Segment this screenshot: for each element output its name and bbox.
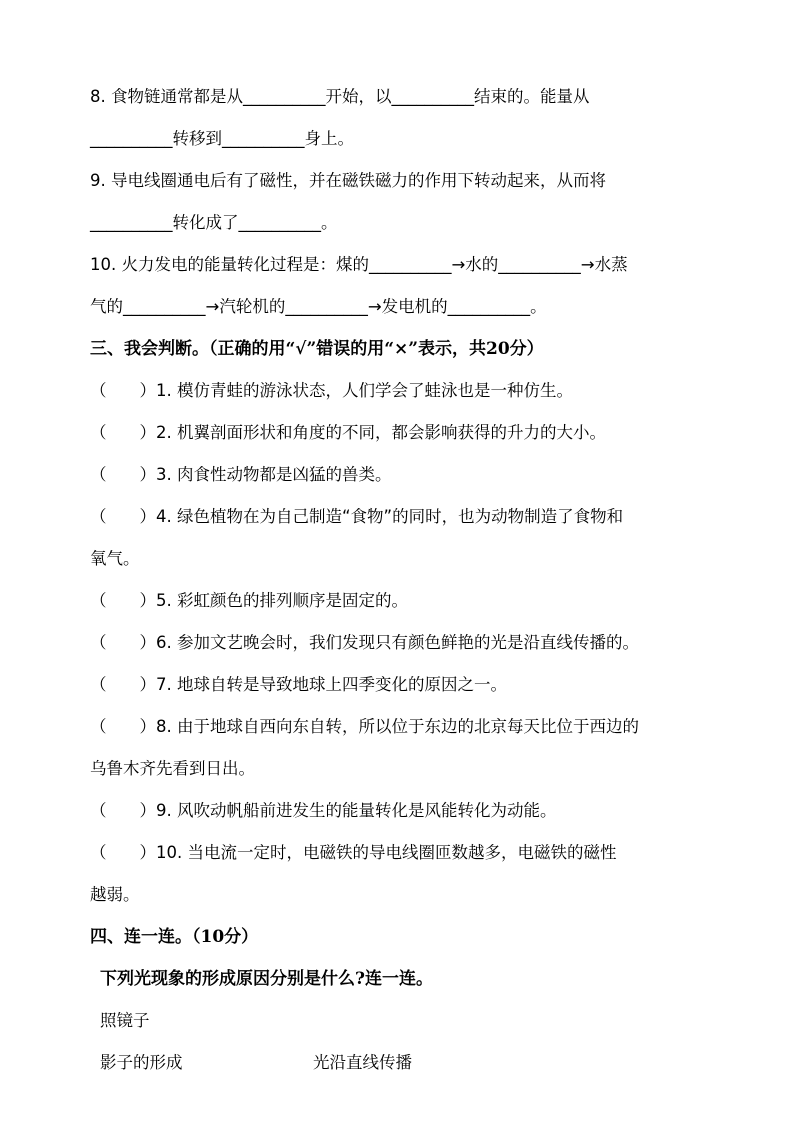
question-8-line-1: 8. 食物链通常都是从__________开始，以__________结束的。能量从: [90, 87, 590, 106]
judge-item-9: （ ）9. 风吹动帆船前进发生的能量转化是风能转化为动能。: [90, 801, 557, 820]
question-8-line-2: __________转移到__________身上。: [90, 129, 354, 148]
connect-left-item-2: 影子的形成: [100, 1053, 183, 1072]
judge-section-heading: 三、我会判断。（正确的用“√”错误的用“×”表示，共20分）: [90, 339, 544, 359]
connect-right-item-1: 光沿直线传播: [313, 1053, 412, 1072]
connect-left-item-1: 照镜子: [100, 1011, 150, 1030]
judge-item-8: （ ）8. 由于地球自西向东自转，所以位于东边的北京每天比位于西边的: [90, 717, 639, 736]
judge-item-10-continued: 越弱。: [90, 885, 140, 904]
question-10-line-2: 气的__________→汽轮机的__________→发电机的__________。: [90, 297, 547, 316]
connect-section-subheading: 下列光现象的形成原因分别是什么?连一连。: [100, 969, 433, 989]
judge-item-8-continued: 乌鲁木齐先看到日出。: [90, 759, 255, 778]
question-10-line-1: 10. 火力发电的能量转化过程是：煤的__________→水的__________→水蒸: [90, 255, 628, 274]
judge-item-5: （ ）5. 彩虹颜色的排列顺序是固定的。: [90, 591, 408, 610]
judge-item-7: （ ）7. 地球自转是导致地球上四季变化的原因之一。: [90, 675, 507, 694]
judge-item-3: （ ）3. 肉食性动物都是凶猛的兽类。: [90, 465, 392, 484]
judge-item-4: （ ）4. 绿色植物在为自己制造“食物”的同时，也为动物制造了食物和: [90, 507, 624, 526]
connect-section-heading: 四、连一连。（10分）: [90, 927, 259, 947]
judge-item-4-continued: 氧气。: [90, 549, 140, 568]
judge-item-2: （ ）2. 机翼剖面形状和角度的不同，都会影响获得的升力的大小。: [90, 423, 606, 442]
question-9-line-1: 9. 导电线圈通电后有了磁性，并在磁铁磁力的作用下转动起来，从而将: [90, 171, 606, 190]
question-9-line-2: __________转化成了__________。: [90, 213, 338, 232]
judge-item-10: （ ）10. 当电流一定时，电磁铁的导电线圈匝数越多，电磁铁的磁性: [90, 843, 617, 862]
judge-item-6: （ ）6. 参加文艺晚会时，我们发现只有颜色鲜艳的光是沿直线传播的。: [90, 633, 639, 652]
judge-item-1: （ ）1. 模仿青蛙的游泳状态，人们学会了蛙泳也是一种仿生。: [90, 381, 573, 400]
